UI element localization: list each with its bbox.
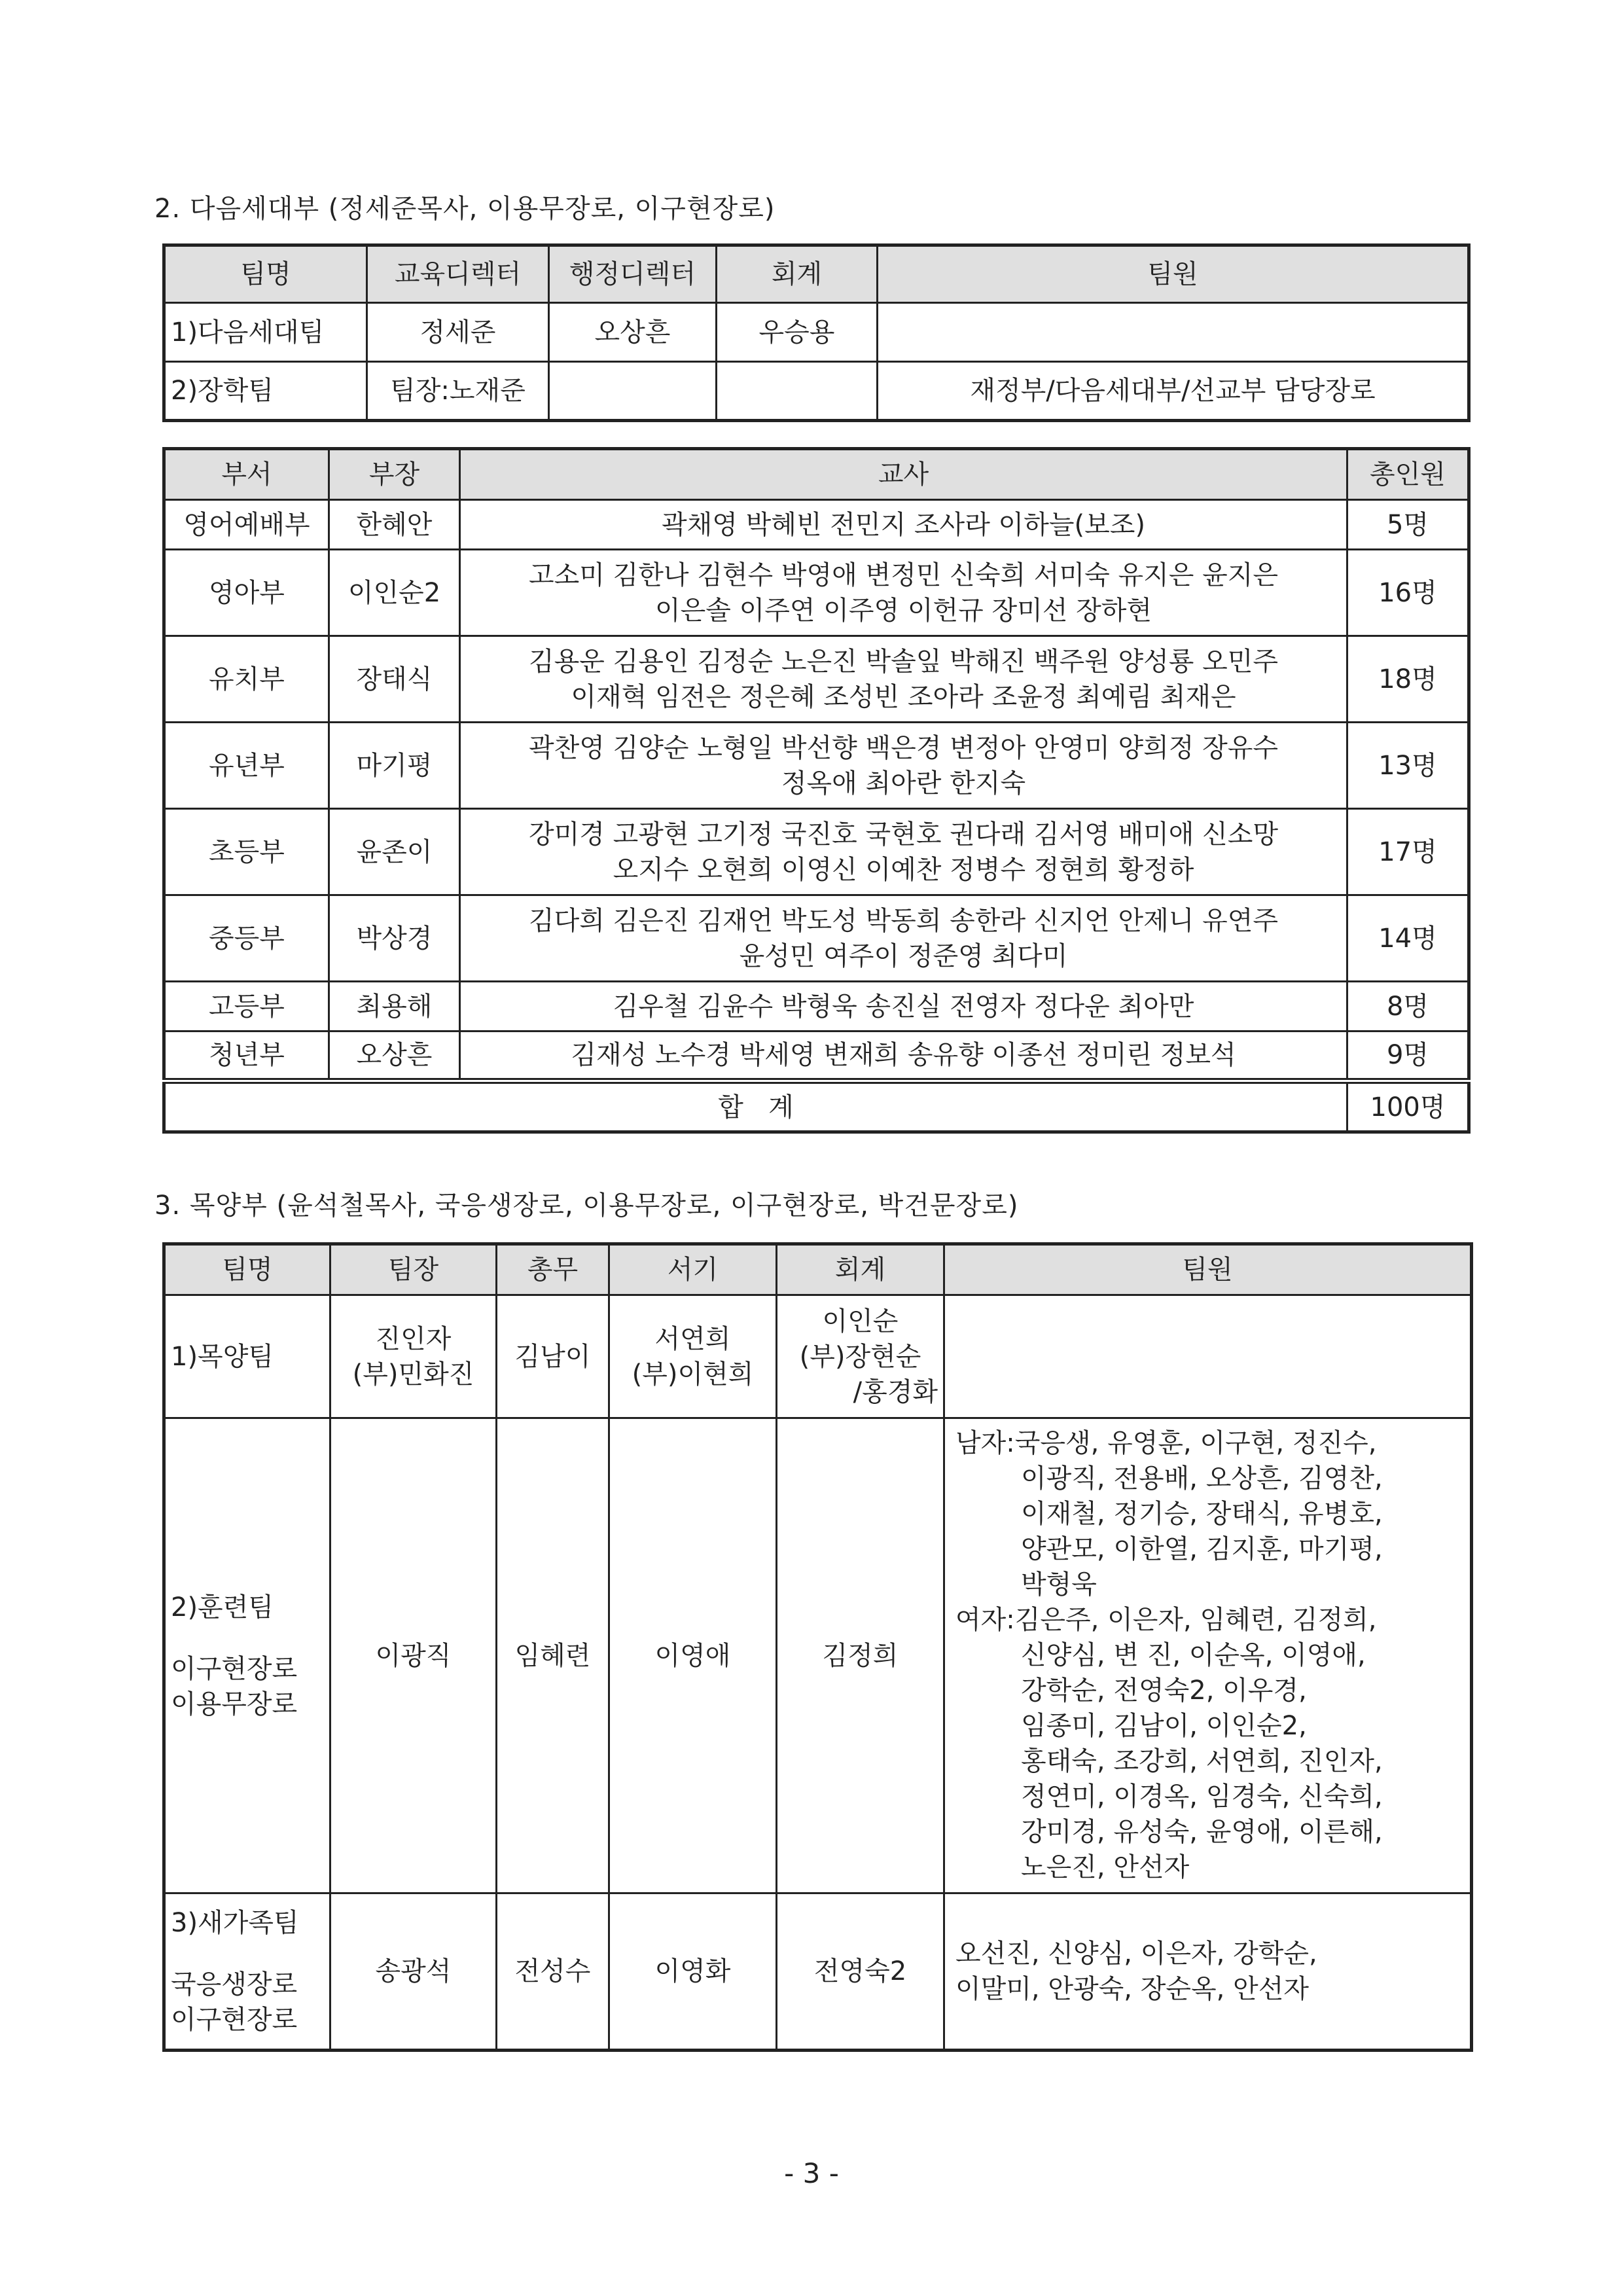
next-generation-team-table (162, 243, 1471, 422)
spacer (171, 1625, 324, 1651)
table-row (164, 550, 1469, 636)
members-cell (944, 1295, 1472, 1418)
total-count-cell: 14명 (1347, 895, 1469, 982)
table-row (164, 1418, 1472, 1893)
department-head-cell: 윤존이 (329, 809, 460, 895)
teachers-line: 곽찬영 김양순 노형일 박선향 백은경 변정아 안영미 양희정 장유수 (529, 732, 1278, 763)
member-line: 오선진, 신양심, 이은자, 강학순, (955, 1939, 1317, 1969)
general-affairs-cell: 김남이 (497, 1295, 609, 1418)
team-name-line: 3)새가족팀 (171, 1908, 299, 1938)
general-affairs-cell: 전성수 (497, 1893, 609, 2051)
members-cell (878, 303, 1469, 362)
treasurer-cell (777, 1295, 944, 1418)
leader-line: (부)민화진 (352, 1359, 474, 1390)
section2-heading: 2. 다음세대부 (정세준목사, 이용무장로, 이구현장로) (154, 194, 776, 224)
secretary-line: (부)이현희 (632, 1359, 754, 1390)
team-elder-line: 이구현장로 (171, 1653, 298, 1684)
teachers-line: 고소미 김한나 김현수 박영애 변정민 신숙희 서미숙 유지은 윤지은 (529, 560, 1278, 590)
section3-heading: 3. 목양부 (윤석철목사, 국응생장로, 이용무장로, 이구현장로, 박건문장로) (154, 1191, 1019, 1221)
teachers-cell (460, 723, 1347, 809)
header-total-count: 총인원 (1347, 449, 1469, 500)
teachers-cell (460, 809, 1347, 895)
department-head-cell: 최용해 (329, 982, 460, 1031)
department-cell: 중등부 (164, 895, 329, 982)
members-cell (944, 1893, 1472, 2051)
member-line: 강학순, 전영숙2, 이우경, (1021, 1676, 1307, 1706)
member-line: 노은진, 안선자 (1021, 1852, 1190, 1882)
teachers-cell: 곽채영 박혜빈 전민지 조사라 이하늘(보조) (460, 500, 1347, 550)
header-treasurer: 회계 (717, 245, 878, 303)
total-count-cell: 18명 (1347, 636, 1469, 723)
table-row (164, 895, 1469, 982)
teachers-cell: 김우철 김윤수 박형욱 송진실 전영자 정다운 최아만 (460, 982, 1347, 1031)
teachers-line: 이은솔 이주연 이주영 이헌규 장미선 장하현 (654, 595, 1152, 626)
department-cell: 영어예배부 (164, 500, 329, 550)
table-row (164, 1031, 1469, 1081)
member-line: 이재철, 정기승, 장태식, 유병호, (1021, 1499, 1383, 1529)
member-line: 양관모, 이한열, 김지훈, 마기평, (1021, 1534, 1383, 1564)
department-cell: 초등부 (164, 809, 329, 895)
leader-line: 진인자 (375, 1323, 452, 1354)
department-cell: 유년부 (164, 723, 329, 809)
table-row (164, 303, 1469, 362)
table-row (164, 362, 1469, 421)
table-header-row (164, 449, 1469, 500)
treasurer-cell: 김정희 (777, 1418, 944, 1893)
teachers-cell (460, 636, 1347, 723)
table-row (164, 1295, 1472, 1418)
teachers-line: 김다희 김은진 김재언 박도성 박동희 송한라 신지언 안제니 유연주 (529, 905, 1278, 936)
secretary-cell (609, 1295, 777, 1418)
member-line: 홍태숙, 조강희, 서연희, 진인자, (1021, 1746, 1383, 1776)
table-header-row (164, 245, 1469, 303)
teachers-cell (460, 895, 1347, 982)
member-line: 강미경, 유성숙, 윤영애, 이른해, (1021, 1817, 1383, 1847)
header-department: 부서 (164, 449, 329, 500)
header-secretary: 서기 (609, 1244, 777, 1295)
member-line: 이광직, 전용배, 오상흔, 김영찬, (1021, 1463, 1383, 1494)
spacer (171, 1941, 324, 1967)
team-name-cell (164, 1418, 330, 1893)
admin-director-cell (549, 362, 717, 421)
total-count-cell: 16명 (1347, 550, 1469, 636)
department-head-cell: 이인순2 (329, 550, 460, 636)
table-row (164, 1893, 1472, 2051)
education-director-cell: 팀장:노재준 (367, 362, 549, 421)
department-cell: 청년부 (164, 1031, 329, 1081)
total-value: 100명 (1347, 1081, 1469, 1132)
teachers-line: 김용운 김용인 김정순 노은진 박솔잎 박해진 백주원 양성룡 오민주 (529, 646, 1278, 677)
department-cell: 영아부 (164, 550, 329, 636)
department-head-cell: 장태식 (329, 636, 460, 723)
members-cell: 재정부/다음세대부/선교부 담당장로 (878, 362, 1469, 421)
table-row (164, 636, 1469, 723)
pastoral-team-table (162, 1242, 1473, 2052)
member-line: 정연미, 이경옥, 임경숙, 신숙희, (1021, 1782, 1383, 1812)
teachers-line: 윤성민 여주이 정준영 최다미 (739, 941, 1068, 971)
team-elder-line: 이용무장로 (171, 1689, 298, 1719)
secretary-cell: 이영애 (609, 1418, 777, 1893)
teachers-line: 오지수 오현희 이영신 이예찬 정병수 정현희 황정하 (613, 854, 1194, 885)
teachers-line: 강미경 고광현 고기정 국진호 국현호 권다래 김서영 배미애 신소망 (529, 819, 1278, 850)
teachers-cell (460, 550, 1347, 636)
total-label: 합 계 (164, 1081, 1347, 1132)
header-admin-director: 행정디렉터 (549, 245, 717, 303)
table-row (164, 723, 1469, 809)
department-head-cell: 오상흔 (329, 1031, 460, 1081)
team-leader-cell (330, 1295, 497, 1418)
table-row (164, 809, 1469, 895)
team-leader-cell: 송광석 (330, 1893, 497, 2051)
secretary-cell: 이영화 (609, 1893, 777, 2051)
member-line: 신양심, 변 진, 이순옥, 이영애, (1021, 1640, 1366, 1670)
member-line: 이말미, 안광숙, 장순옥, 안선자 (955, 1974, 1309, 2004)
department-head-cell: 한혜안 (329, 500, 460, 550)
header-general-affairs: 총무 (497, 1244, 609, 1295)
teachers-line: 정옥애 최아란 한지숙 (781, 768, 1026, 798)
total-count-cell: 9명 (1347, 1031, 1469, 1081)
total-row (164, 1081, 1469, 1132)
header-team-leader: 팀장 (330, 1244, 497, 1295)
table-header-row (164, 1244, 1472, 1295)
member-line: 남자:국응생, 유영훈, 이구현, 정진수, (955, 1428, 1377, 1458)
table-row (164, 500, 1469, 550)
header-members: 팀원 (878, 245, 1469, 303)
team-name-cell: 1)목양팀 (164, 1295, 330, 1418)
header-department-head: 부장 (329, 449, 460, 500)
team-name-cell (164, 1893, 330, 2051)
treasurer-line: /홍경화 (853, 1376, 938, 1407)
header-education-director: 교육디렉터 (367, 245, 549, 303)
admin-director-cell: 오상흔 (549, 303, 717, 362)
department-cell: 유치부 (164, 636, 329, 723)
table-row (164, 982, 1469, 1031)
treasurer-line: 이인순 (822, 1306, 899, 1336)
education-director-cell: 정세준 (367, 303, 549, 362)
header-members: 팀원 (944, 1244, 1472, 1295)
department-head-cell: 박상경 (329, 895, 460, 982)
member-line: 여자:김은주, 이은자, 임혜련, 김정희, (955, 1605, 1377, 1635)
treasurer-cell: 전영숙2 (777, 1893, 944, 2051)
header-team-name: 팀명 (164, 1244, 330, 1295)
team-elder-line: 이구현장로 (171, 2005, 298, 2035)
total-count-cell: 13명 (1347, 723, 1469, 809)
header-team-name: 팀명 (164, 245, 367, 303)
header-treasurer: 회계 (777, 1244, 944, 1295)
member-line: 임종미, 김남이, 이인순2, (1021, 1711, 1307, 1741)
team-name-cell: 2)장학팀 (164, 362, 367, 421)
member-line: 박형욱 (1021, 1570, 1097, 1600)
treasurer-cell: 우승용 (717, 303, 878, 362)
total-count-cell: 5명 (1347, 500, 1469, 550)
team-leader-cell: 이광직 (330, 1418, 497, 1893)
department-teacher-table (162, 447, 1471, 1134)
total-count-cell: 17명 (1347, 809, 1469, 895)
header-teachers: 교사 (460, 449, 1347, 500)
treasurer-cell (717, 362, 878, 421)
general-affairs-cell: 임혜련 (497, 1418, 609, 1893)
teachers-line: 이재혁 임전은 정은혜 조성빈 조아라 조윤정 최예림 최재은 (571, 681, 1236, 712)
members-cell (944, 1418, 1472, 1893)
department-head-cell: 마기평 (329, 723, 460, 809)
team-name-line: 2)훈련팀 (171, 1592, 274, 1623)
page-number: - 3 - (784, 2157, 839, 2189)
teachers-cell: 김재성 노수경 박세영 변재희 송유향 이종선 정미린 정보석 (460, 1031, 1347, 1081)
total-count-cell: 8명 (1347, 982, 1469, 1031)
team-name-cell: 1)다음세대팀 (164, 303, 367, 362)
department-cell: 고등부 (164, 982, 329, 1031)
team-elder-line: 국응생장로 (171, 1969, 298, 2000)
secretary-line: 서연희 (654, 1323, 731, 1354)
treasurer-line: (부)장현순 (799, 1341, 921, 1372)
